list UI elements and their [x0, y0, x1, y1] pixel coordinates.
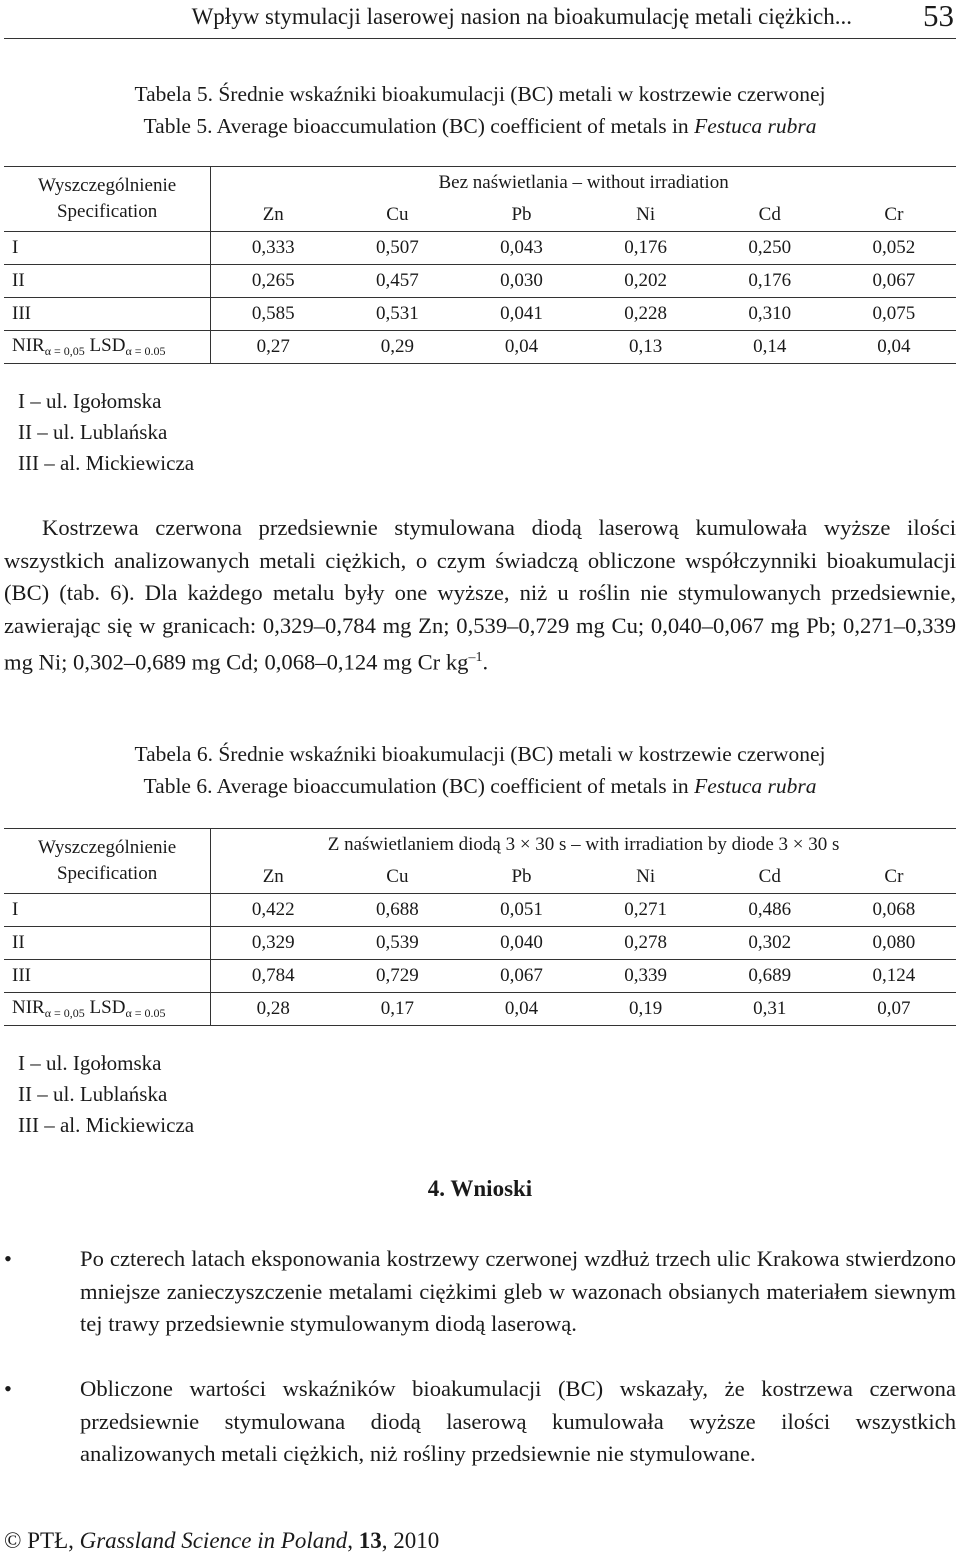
table-cell: 0,176 [748, 270, 792, 291]
nir-lsd-label: $NIR_{\alpha = 0,05}$ $LSD_{\alpha = 0.05}$ [4, 331, 211, 364]
row-label: III [4, 960, 211, 993]
running-title: Wpływ stymulacji laserowej nasion na bioakumulację metali ciężkich... [191, 4, 852, 29]
column-header: Pb [511, 866, 532, 887]
table-cell: 0,27 [256, 336, 290, 357]
table-cell: 0,075 [872, 303, 916, 324]
table-cell: 0,688 [376, 899, 419, 920]
table-cell: 0,333 [251, 237, 295, 258]
column-header: Cr [884, 866, 904, 887]
bullet-icon: • [4, 1376, 12, 1401]
table-cell: 0,271 [624, 899, 668, 920]
bullet-text: Po czterech latach eksponowania kostrzewy czerwonej wzdłuż trzech ulic Krakowa stwierdzono mniejsze zanieczyszczenie metalami ciężkimi gleb w wazonach obsianych materiałem siewnym tej trawy przedsiewnie stymulowanym diodą laserową. [80, 1246, 956, 1336]
nir-lsd-label: $NIR_{\alpha = 0,05}$ $LSD_{\alpha = 0.05}$ [4, 993, 211, 1026]
table-cell: 0,278 [624, 932, 668, 953]
table-cell: 0,07 [877, 998, 911, 1019]
table-cell: 0,29 [380, 336, 415, 357]
table5 [4, 166, 956, 364]
table-cell: 0,14 [753, 336, 787, 357]
table-cell: 0,302 [748, 932, 792, 953]
column-header: Cu [386, 204, 409, 225]
table-cell: 0,04 [504, 998, 539, 1019]
column-header: Zn [262, 866, 284, 887]
column-header: Zn [262, 204, 284, 225]
table-cell: 0,310 [748, 303, 792, 324]
species-name: Festuca rubra [694, 774, 817, 798]
row-label: I [4, 232, 211, 265]
footer-citation: © PTŁ, Grassland Science in Poland, 13, 2010 [4, 1528, 440, 1553]
table-row [4, 894, 956, 927]
table6-caption-en: Table 6. Average bioaccumulation (BC) coefficient of metals in Festuca rubra [143, 774, 817, 798]
column-header: Cr [884, 204, 904, 225]
table-cell: 0,176 [624, 237, 668, 258]
table6-caption-pl: Tabela 6. Średnie wskaźniki bioakumulacji (BC) metali w kostrzewie czerwonej [134, 742, 826, 766]
table-cell: 0,043 [500, 237, 543, 258]
table5-caption-en: Table 5. Average bioaccumulation (BC) coefficient of metals in Festuca rubra [143, 114, 817, 138]
journal-name: Grassland Science in Poland [79, 1528, 348, 1553]
table-cell: 0,030 [500, 270, 543, 291]
table-cell: 0,040 [500, 932, 543, 953]
table-cell: 0,13 [629, 336, 663, 357]
legend-item: III – al. Mickiewicza [18, 451, 195, 475]
table-cell: 0,422 [251, 899, 295, 920]
table-cell: 0,052 [872, 237, 916, 258]
table-cell: 0,080 [872, 932, 916, 953]
table6 [4, 828, 956, 1026]
table-row [4, 298, 956, 331]
table-cell: 0,228 [624, 303, 668, 324]
column-header: Ni [636, 866, 656, 887]
table-cell: 0,17 [380, 998, 415, 1019]
row-label: II [4, 265, 211, 298]
table-cell: 0,339 [624, 965, 668, 986]
table-cell: 0,784 [251, 965, 295, 986]
bullet-text: Obliczone wartości wskaźników bioakumulacji (BC) wskazały, że kostrzewa czerwona przedsiewnie stymulowana diodą laserową kumulowała wyższe ilości wszystkich analizowanych metali ciężkich, niż rośliny przedsiewnie nie stymulowane. [80, 1376, 956, 1466]
table-cell: 0,068 [872, 899, 916, 920]
table-cell: 0,19 [629, 998, 663, 1019]
table-cell: 0,04 [877, 336, 911, 357]
spec-header: Wyszczególnienie Specification [4, 829, 211, 894]
table-cell: 0,539 [376, 932, 419, 953]
row-label: I [4, 894, 211, 927]
table-cell: 0,067 [872, 270, 916, 291]
legend-item: II – ul. Lublańska [18, 1082, 168, 1106]
table-row [4, 265, 956, 298]
table-cell: 0,250 [748, 237, 792, 258]
table5-legend [18, 386, 194, 479]
page-number: 53 [923, 0, 954, 33]
table-row [4, 232, 956, 265]
table-cell: 0,041 [500, 303, 543, 324]
column-header: Cd [758, 866, 781, 887]
table-cell: 0,531 [376, 303, 419, 324]
table-cell: 0,265 [251, 270, 295, 291]
row-label: III [4, 298, 211, 331]
table-cell: 0,067 [500, 965, 543, 986]
section-heading: 4. Wnioski [427, 1176, 533, 1201]
table-cell: 0,457 [376, 270, 419, 291]
running-header [0, 0, 960, 36]
legend-item: I – ul. Igołomska [18, 389, 162, 413]
table5-caption-pl: Tabela 5. Średnie wskaźniki bioakumulacji (BC) metali w kostrzewie czerwonej [134, 82, 826, 106]
conclusion-bullet [4, 1243, 956, 1341]
table-row-nir [4, 993, 956, 1026]
table-cell: 0,31 [753, 998, 787, 1019]
body-paragraph: Kostrzewa czerwona przedsiewnie stymulowana diodą laserową kumulowała wyższe ilości wszystkich analizowanych metali ciężkich, o czym świadczą obliczone współczynniki bioakumulacji (BC) (tab. 6). Dla każdego metalu były one wyższe, niż u roślin nie stymulowanych przedsiewnie, zawierając się w granicach: 0,329–0,784 mg Zn; 0,539–0,729 mg Cu; 0,040–0,067 mg Pb; 0,271–0,339 mg Ni; 0,302–0,689 mg Cd; 0,068–0,124 mg Cr $kg^{-1}$. [4, 515, 956, 675]
column-header: Cu [386, 866, 409, 887]
table-cell: 0,051 [500, 899, 543, 920]
row-label: II [4, 927, 211, 960]
table-cell: 0,507 [376, 237, 419, 258]
legend-item: II – ul. Lublańska [18, 420, 168, 444]
table6-legend [18, 1048, 194, 1141]
table-cell: 0,04 [504, 336, 539, 357]
volume-number: 13 [358, 1528, 382, 1553]
group-header: Bez naświetlania – without irradiation [438, 172, 729, 193]
table-cell: 0,28 [256, 998, 290, 1019]
column-header: Cd [758, 204, 781, 225]
table-row [4, 960, 956, 993]
table6-caption [0, 738, 960, 802]
table-cell: 0,486 [748, 899, 792, 920]
table-cell: 0,202 [624, 270, 668, 291]
table5-caption [0, 78, 960, 142]
table-cell: 0,729 [376, 965, 419, 986]
table-cell: 0,329 [251, 932, 295, 953]
conclusion-bullet [4, 1373, 956, 1471]
bullet-icon: • [4, 1246, 12, 1271]
column-header: Ni [636, 204, 656, 225]
spec-header: Wyszczególnienie Specification [4, 167, 211, 232]
table-cell: 0,689 [748, 965, 792, 986]
legend-item: III – al. Mickiewicza [18, 1113, 195, 1137]
header-rule [4, 38, 956, 39]
table-row-nir [4, 331, 956, 364]
table-cell: 0,585 [251, 303, 295, 324]
legend-item: I – ul. Igołomska [18, 1051, 162, 1075]
table-cell: 0,124 [872, 965, 916, 986]
column-header: Pb [511, 204, 532, 225]
table-row [4, 927, 956, 960]
species-name: Festuca rubra [694, 114, 817, 138]
group-header: Z naświetlaniem diodą 3 × 30 s – with irradiation by diode 3 × 30 s [327, 834, 840, 855]
